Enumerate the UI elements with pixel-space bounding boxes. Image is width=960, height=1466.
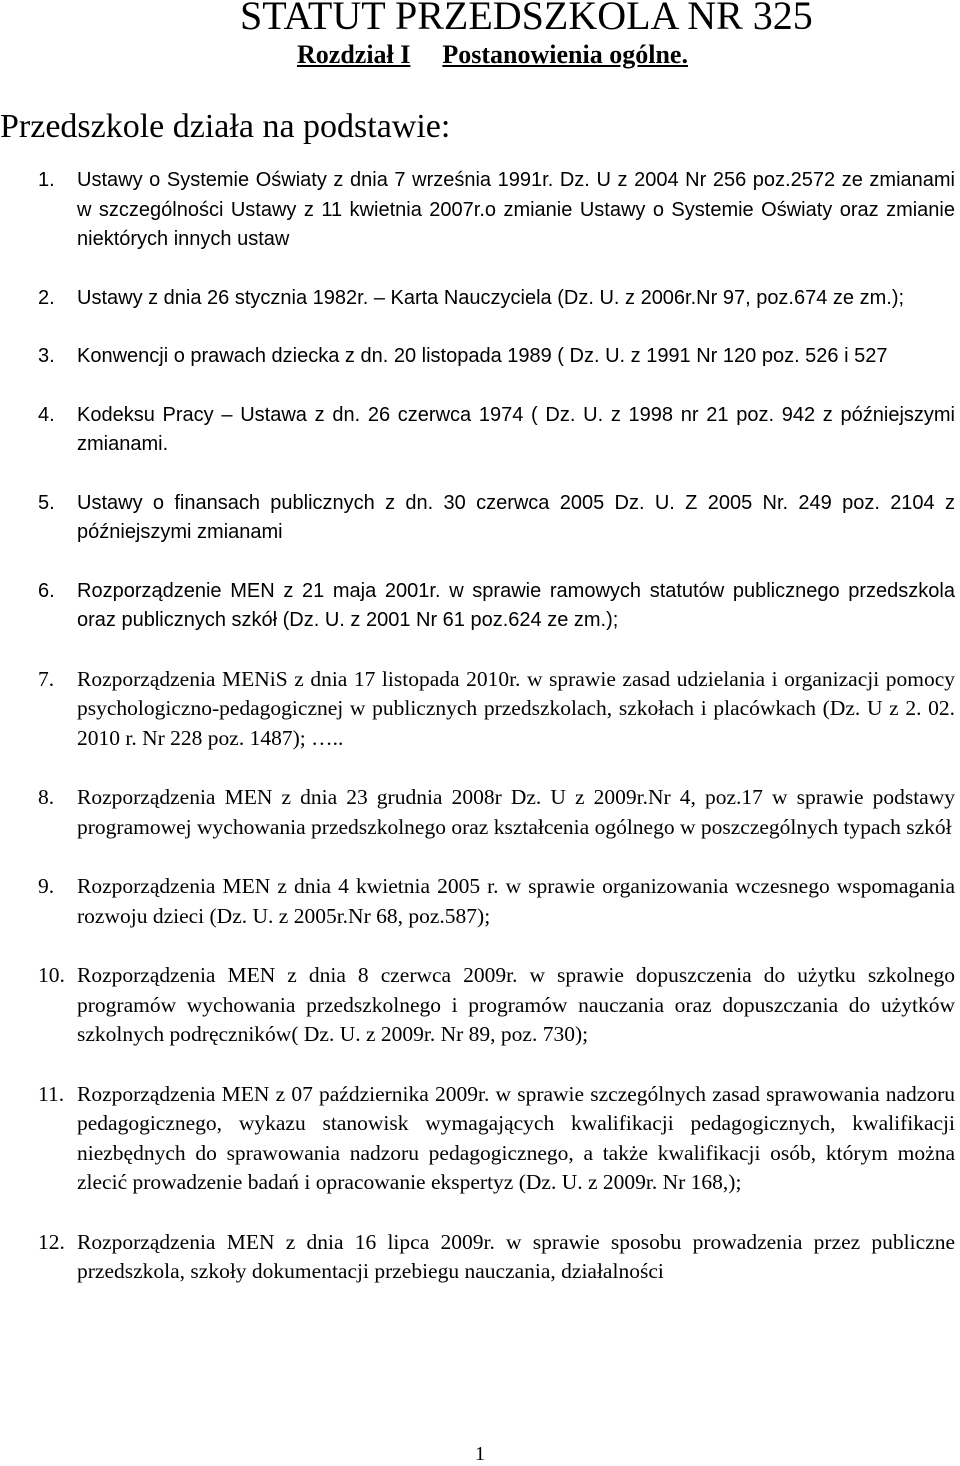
list-item-number: 3. bbox=[38, 345, 55, 367]
list-item-number: 9. bbox=[38, 874, 55, 898]
list-item bbox=[0, 401, 955, 460]
list-item-text: Rozporządzenia MEN z dnia 23 grudnia 2008r Dz. U z 2009r.Nr 4, poz.17 w sprawie podstawy programowej wychowania przedszkolnego oraz kształcenia ogólnego w poszczególnych typach szkół bbox=[77, 785, 955, 839]
chapter-heading bbox=[297, 40, 688, 70]
list-item bbox=[0, 872, 955, 931]
list-item-number: 11. bbox=[38, 1081, 65, 1106]
document-title: STATUT PRZEDSZKOLA NR 325 bbox=[240, 0, 813, 38]
basis-heading: Przedszkole działa na podstawie: bbox=[0, 108, 451, 145]
list-item-text: Rozporządzenie MEN z 21 maja 2001r. w sprawie ramowych statutów publicznego przedszkola oraz publicznych szkół (Dz. U. z 2001 Nr 61 poz.624 ze zm.); bbox=[77, 579, 955, 631]
chapter-title: Postanowienia ogólne. bbox=[442, 40, 688, 69]
list-item bbox=[0, 166, 955, 255]
list-item-text: Ustawy o Systemie Oświaty z dnia 7 września 1991r. Dz. U z 2004 Nr 256 poz.2572 ze zmianami w szczególności Ustawy z 11 kwietnia 2007r.o zmianie Ustawy o Systemie Oświaty oraz zmianie niektórych innych ustaw bbox=[77, 169, 955, 250]
list-item-number: 1. bbox=[38, 169, 55, 191]
list-item-number: 8. bbox=[38, 785, 55, 809]
list-item-text: Konwencji o prawach dziecka z dn. 20 listopada 1989 ( Dz. U. z 1991 Nr 120 poz. 526 i 527 bbox=[77, 345, 888, 367]
chapter-label: Rozdział I bbox=[297, 40, 411, 69]
list-item-text: Rozporządzenia MEN z dnia 8 czerwca 2009r. w sprawie dopuszczenia do użytku szkolnego programów wychowania przedszkolnego i programów nauczania oraz dopuszczania do użytków szkolnych podręczników( Dz. U. z 2009r. Nr 89, poz. 730); bbox=[77, 963, 955, 1046]
list-item bbox=[0, 1080, 955, 1198]
page-number: 1 bbox=[475, 1443, 485, 1465]
list-item bbox=[0, 284, 955, 314]
list-item-number: 10. bbox=[38, 963, 65, 987]
list-item-number: 12. bbox=[38, 1229, 65, 1254]
list-item-number: 7. bbox=[38, 666, 55, 691]
list-item-number: 4. bbox=[38, 403, 55, 426]
list-item bbox=[0, 577, 955, 636]
list-item-text: Rozporządzenia MEN z dnia 16 lipca 2009r. w sprawie sposobu prowadzenia przez publiczne przedszkola, szkoły dokumentacji przebiegu nauczania, działalności bbox=[77, 1229, 955, 1283]
legal-basis-list bbox=[0, 166, 955, 1317]
list-item bbox=[0, 783, 955, 842]
list-item bbox=[0, 342, 955, 372]
list-item-number: 6. bbox=[38, 579, 55, 602]
list-item-number: 2. bbox=[38, 286, 55, 309]
list-item-number: 5. bbox=[38, 491, 55, 514]
list-item-text: Ustawy o finansach publicznych z dn. 30 czerwca 2005 Dz. U. Z 2005 Nr. 249 poz. 2104 z późniejszymi zmianami bbox=[77, 491, 955, 543]
list-item-text: Rozporządzenia MEN z dnia 4 kwietnia 2005 r. w sprawie organizowania wczesnego wspomagania rozwoju dzieci (Dz. U. z 2005r.Nr 68, poz.587); bbox=[77, 874, 955, 928]
list-item-text: Ustawy z dnia 26 stycznia 1982r. – Karta Nauczyciela (Dz. U. z 2006r.Nr 97, poz.674 ze zm.); bbox=[77, 286, 905, 309]
list-item-text: Rozporządzenia MEN z 07 października 2009r. w sprawie szczególnych zasad sprawowania nadzoru pedagogicznego, wykazu stanowisk wymagających kwalifikacji pedagogicznych, kwalifikacji niezbędnych do sprawowania nadzoru pedagogicznego, a także kwalifikacji osób, którym można zlecić prowadzenie badań i opracowanie ekspertyz (Dz. U. z 2009r. Nr 168,); bbox=[77, 1081, 955, 1194]
list-item-text: Kodeksu Pracy – Ustawa z dn. 26 czerwca 1974 ( Dz. U. z 1998 nr 21 poz. 942 z późniejszymi zmianami. bbox=[77, 403, 955, 455]
list-item bbox=[0, 1228, 955, 1287]
list-item-text: Rozporządzenia MENiS z dnia 17 listopada 2010r. w sprawie zasad udzielania i organizacji pomocy psychologiczno-pedagogicznej w publicznych przedszkolach, szkołach i placówkach (Dz. U z 2. 02. 2010 r. Nr 228 poz. 1487); ….. bbox=[77, 666, 955, 750]
list-item bbox=[0, 961, 955, 1050]
list-item bbox=[0, 489, 955, 548]
list-item bbox=[0, 665, 955, 754]
